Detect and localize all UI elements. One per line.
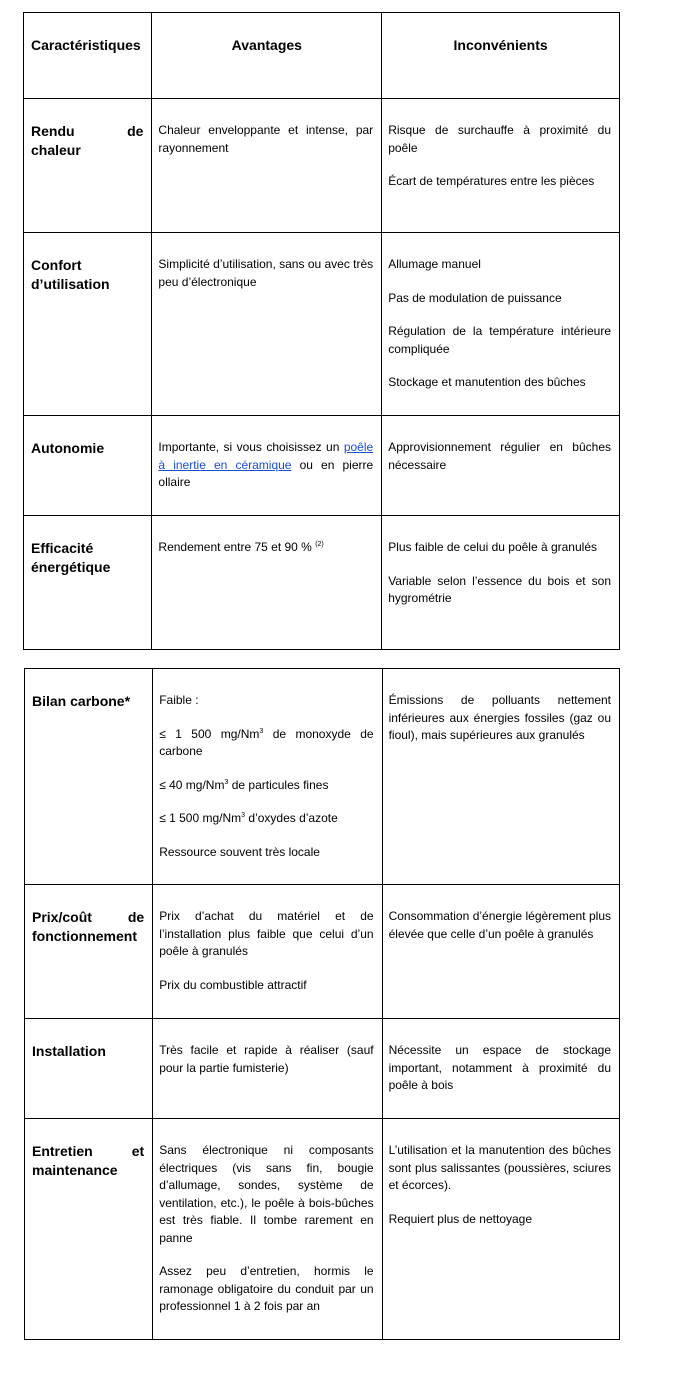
table-row <box>24 99 620 233</box>
ceramic-stove-link[interactable]: poêle à inertie en céramique <box>158 440 374 472</box>
row-label: Prix/coût de fonctionnement <box>25 885 153 1019</box>
row-label: Autonomie <box>24 416 152 516</box>
advantages-cell: Simplicité d’utilisation, sans ou avec très peu d’électronique <box>152 233 382 416</box>
header-disadvantages: Inconvénients <box>382 13 620 99</box>
row-label: Rendu de chaleur <box>24 99 152 233</box>
table-row <box>25 1019 620 1119</box>
table-header-row <box>24 13 620 99</box>
disadvantages-cell: Consommation d’énergie légèrement plus élevée que celle d’un poêle à granulés <box>382 885 619 1019</box>
row-label: Confort d’utilisation <box>24 233 152 416</box>
table-row <box>25 669 620 885</box>
disadvantages-cell: Émissions de polluants nettement inférieures aux énergies fossiles (gaz ou fioul), mais supérieures aux granulés <box>382 669 619 885</box>
row-label: Entretien et maintenance <box>25 1119 153 1340</box>
advantages-cell: Prix d’achat du matériel et de l’installation plus faible que celui d’un poêle à granulés Prix du combustible attractif <box>153 885 382 1019</box>
disadvantages-cell: Plus faible de celui du poêle à granulés Variable selon l’essence du bois et son hygrométrie <box>382 516 620 650</box>
header-advantages: Avantages <box>152 13 382 99</box>
comparison-table-part-1 <box>23 12 620 650</box>
table-row <box>24 516 620 650</box>
disadvantages-cell: Allumage manuel Pas de modulation de puissance Régulation de la température intérieure compliquée Stockage et manutention des bûches <box>382 233 620 416</box>
row-label: Bilan carbone* <box>25 669 153 885</box>
footnote-ref: (2) <box>315 541 324 548</box>
table-row <box>25 885 620 1019</box>
header-characteristics: Caractéristiques <box>24 13 152 99</box>
advantages-cell: Sans électronique ni composants électriques (vis sans fin, bougie d’allumage, sondes, système de ventilation, etc.), le poêle à bois-bûches est très fiable. Il tombe rarement en panne Assez peu d’entretien, hormis le ramonage obligatoire du conduit par un professionnel 1 à 2 fois par an <box>153 1119 382 1340</box>
disadvantages-cell: Risque de surchauffe à proximité du poêle Écart de températures entre les pièces <box>382 99 620 233</box>
row-label: Installation <box>25 1019 153 1119</box>
comparison-table-part-2 <box>24 668 620 1340</box>
advantages-cell: Importante, si vous choisissez un poêle à inertie en céramique ou en pierre ollaire <box>152 416 382 516</box>
advantages-cell: Rendement entre 75 et 90 % $^{(2)}$ <box>152 516 382 650</box>
advantages-cell: Très facile et rapide à réaliser (sauf pour la partie fumisterie) <box>153 1019 382 1119</box>
table-row <box>24 233 620 416</box>
disadvantages-cell: Nécessite un espace de stockage important, notamment à proximité du poêle à bois <box>382 1019 619 1119</box>
disadvantages-cell: Approvisionnement régulier en bûches nécessaire <box>382 416 620 516</box>
table-row <box>24 416 620 516</box>
disadvantages-cell: L’utilisation et la manutention des bûches sont plus salissantes (poussières, sciures et écorces). Requiert plus de nettoyage <box>382 1119 619 1340</box>
advantages-cell: Chaleur enveloppante et intense, par rayonnement <box>152 99 382 233</box>
advantages-cell: Faible : ≤ 1 500 mg/Nm$^3$ de monoxyde de carbone ≤ 40 mg/Nm$^3$ de particules fines ≤ 1 500 mg/Nm$^3$ d’oxydes d’azote Ressource souvent très locale <box>153 669 382 885</box>
table-row <box>25 1119 620 1340</box>
row-label: Efficacité énergétique <box>24 516 152 650</box>
